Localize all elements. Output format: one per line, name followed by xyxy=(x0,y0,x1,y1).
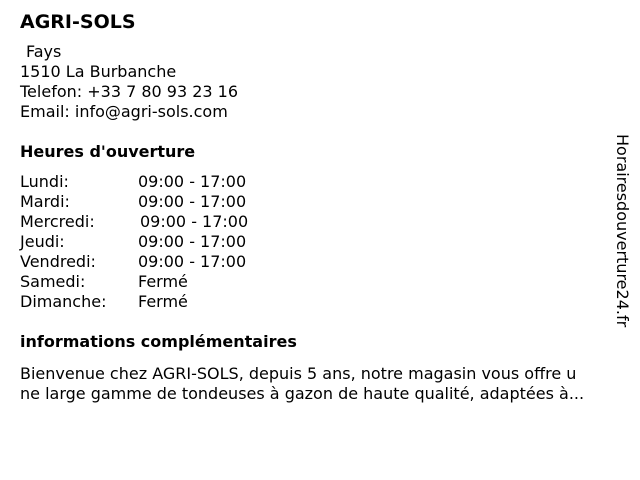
hours-row-monday xyxy=(20,172,610,192)
address-line-2: 1510 La Burbanche xyxy=(20,62,177,81)
hours-row-saturday xyxy=(20,272,610,292)
hours-row-wednesday xyxy=(20,212,610,232)
time-value: 09:00 - 17:00 xyxy=(138,252,247,271)
time-value: 09:00 - 17:00 xyxy=(140,212,249,231)
business-name: AGRI-SOLS xyxy=(20,11,136,33)
time-value: Fermé xyxy=(138,272,188,291)
time-value: 09:00 - 17:00 xyxy=(138,172,247,191)
hours-row-sunday xyxy=(20,292,610,312)
day-label: Samedi: xyxy=(20,272,86,291)
hours-row-tuesday xyxy=(20,192,610,212)
business-card xyxy=(20,10,610,404)
time-value: Fermé xyxy=(138,292,188,311)
day-label: Mardi: xyxy=(20,192,70,211)
hours-row-thursday xyxy=(20,232,610,252)
description-line-1: Bienvenue chez AGRI-SOLS, depuis 5 ans, notre magasin vous offre u xyxy=(20,364,577,383)
description xyxy=(20,364,632,404)
description-line-2: ne large gamme de tondeuses à gazon de haute qualité, adaptées à... xyxy=(20,384,585,403)
time-value: 09:00 - 17:00 xyxy=(138,232,247,251)
day-label: Mercredi: xyxy=(20,212,95,231)
phone-line: Telefon: +33 7 80 93 23 16 xyxy=(20,82,239,101)
day-label: Lundi: xyxy=(20,172,69,191)
time-value: 09:00 - 17:00 xyxy=(138,192,247,211)
email-line: Email: info@agri-sols.com xyxy=(20,102,228,121)
hours-row-friday xyxy=(20,252,610,272)
day-label: Vendredi: xyxy=(20,252,96,271)
day-label: Dimanche: xyxy=(20,292,107,311)
watermark-text: Horairesdouverture24.fr xyxy=(613,134,632,328)
address-line-1: Fays xyxy=(26,42,62,61)
hours-heading: Heures d'ouverture xyxy=(20,142,196,161)
info-heading: informations complémentaires xyxy=(20,332,297,351)
day-label: Jeudi: xyxy=(20,232,65,251)
hours-table xyxy=(20,172,610,312)
contact-block xyxy=(20,42,610,122)
